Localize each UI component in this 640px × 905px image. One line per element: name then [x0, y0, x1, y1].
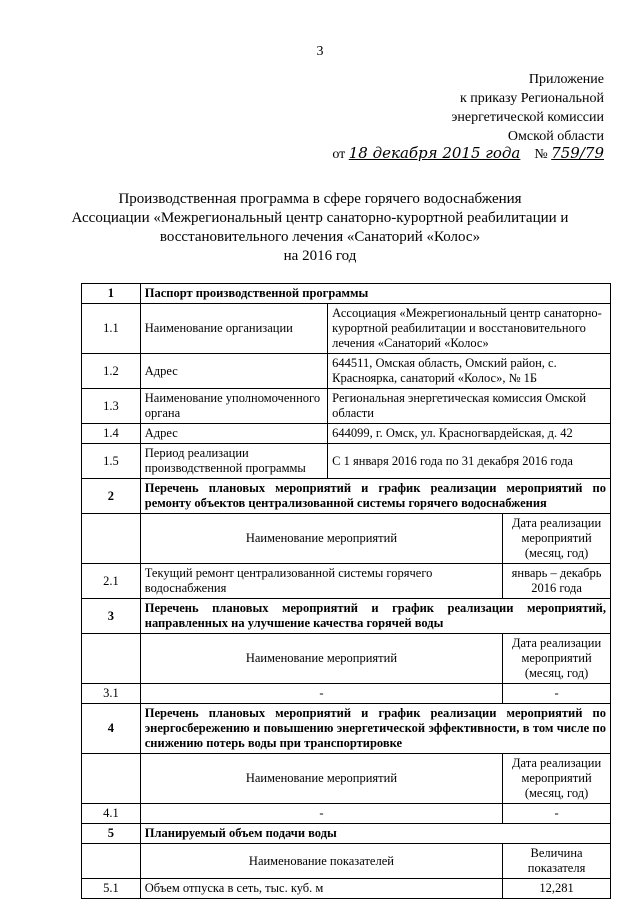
empty-cell: [82, 514, 141, 564]
row-date: январь – декабрь 2016 года: [503, 564, 611, 599]
appendix-block: [451, 70, 604, 146]
section-number: 1: [82, 284, 141, 304]
row-label: Наименование уполномоченного органа: [140, 389, 327, 424]
row-date: -: [503, 684, 611, 704]
section-header-row: [82, 479, 611, 514]
table-row: [82, 444, 611, 479]
row-number: 1.5: [82, 444, 141, 479]
section-number: 2: [82, 479, 141, 514]
column-header: Наименование мероприятий: [140, 754, 502, 804]
section-title: Перечень плановых мероприятий и график реализации мероприятий по ремонту объектов централизованной системы горячего водоснабжения: [140, 479, 610, 514]
section-number: 5: [82, 824, 141, 844]
table-row: [82, 804, 611, 824]
row-number: 1.1: [82, 304, 141, 354]
section-title: Планируемый объем подачи воды: [140, 824, 610, 844]
column-header: Наименование показателей: [140, 844, 502, 879]
row-number: 1.3: [82, 389, 141, 424]
row-number: 1.4: [82, 424, 141, 444]
section-number: 4: [82, 704, 141, 754]
table-row: [82, 424, 611, 444]
row-value: 644099, г. Омск, ул. Красногвардейская, д. 42: [328, 424, 611, 444]
row-name: -: [140, 684, 502, 704]
order-from-label: от: [332, 147, 346, 162]
title-line: на 2016 год: [283, 248, 357, 264]
table-row: [82, 354, 611, 389]
row-number: 4.1: [82, 804, 141, 824]
row-name: -: [140, 804, 502, 824]
title-line: восстановительного лечения «Санаторий «Колос»: [159, 229, 481, 245]
row-date: -: [503, 804, 611, 824]
row-value: С 1 января 2016 года по 31 декабря 2016 года: [328, 444, 611, 479]
row-value: Ассоциация «Межрегиональный центр санаторно-курортной реабилитации и восстановительного лечения «Санаторий «Колос»: [328, 304, 611, 354]
order-date-handwritten: 18 декабря 2015 года: [348, 144, 521, 162]
row-number: 5.1: [82, 879, 141, 899]
appendix-line: Приложение: [528, 72, 604, 87]
row-number: 2.1: [82, 564, 141, 599]
row-value: Региональная энергетическая комиссия Омской области: [328, 389, 611, 424]
empty-cell: [82, 634, 141, 684]
column-header-row: [82, 634, 611, 684]
row-name: Объем отпуска в сеть, тыс. куб. м: [140, 879, 502, 899]
row-value: 644511, Омская область, Омский район, с. Красноярка, санаторий «Колос», № 1Б: [328, 354, 611, 389]
column-header-row: [82, 844, 611, 879]
table-row: [82, 389, 611, 424]
order-reference: [332, 144, 604, 163]
appendix-line: к приказу Региональной: [459, 91, 604, 106]
table-row: [82, 564, 611, 599]
title-line: Производственная программа в сфере горячего водоснабжения: [118, 191, 522, 207]
section-title: Перечень плановых мероприятий и график реализации мероприятий по энергосбережению и повышению энергетической эффективности, в том числе по снижению потерь воды при транспортировке: [140, 704, 610, 754]
section-number: 3: [82, 599, 141, 634]
column-header: Величина показателя: [503, 844, 611, 879]
row-label: Адрес: [140, 354, 327, 389]
row-label: Адрес: [140, 424, 327, 444]
table-row: [82, 304, 611, 354]
page-number: 3: [316, 44, 324, 59]
row-number: 3.1: [82, 684, 141, 704]
column-header-row: [82, 754, 611, 804]
section-title: Перечень плановых мероприятий и график реализации мероприятий, направленных на улучшение качества горячей воды: [140, 599, 610, 634]
row-number: 1.2: [82, 354, 141, 389]
column-header: Наименование мероприятий: [140, 514, 502, 564]
appendix-line: энергетической комиссии: [451, 110, 604, 125]
order-number-label: №: [534, 147, 548, 162]
empty-cell: [82, 754, 141, 804]
document-title: [40, 190, 600, 266]
appendix-line: Омской области: [507, 129, 604, 144]
order-number-handwritten: 759/79: [551, 144, 604, 162]
program-table: [81, 283, 611, 899]
column-header: Дата реализации мероприятий (месяц, год): [503, 514, 611, 564]
column-header: Наименование мероприятий: [140, 634, 502, 684]
row-value: 12,281: [503, 879, 611, 899]
row-label: Период реализации производственной программы: [140, 444, 327, 479]
column-header-row: [82, 514, 611, 564]
row-name: Текущий ремонт централизованной системы горячего водоснабжения: [140, 564, 502, 599]
table-row: [82, 879, 611, 899]
section-header-row: [82, 599, 611, 634]
title-line: Ассоциации «Межрегиональный центр санаторно-курортной реабилитации и: [71, 210, 569, 226]
table-row: [82, 684, 611, 704]
column-header: Дата реализации мероприятий (месяц, год): [503, 754, 611, 804]
section-title: Паспорт производственной программы: [140, 284, 610, 304]
section-header-row: [82, 704, 611, 754]
section-header-row: [82, 824, 611, 844]
column-header: Дата реализации мероприятий (месяц, год): [503, 634, 611, 684]
section-header-row: [82, 284, 611, 304]
empty-cell: [82, 844, 141, 879]
row-label: Наименование организации: [140, 304, 327, 354]
